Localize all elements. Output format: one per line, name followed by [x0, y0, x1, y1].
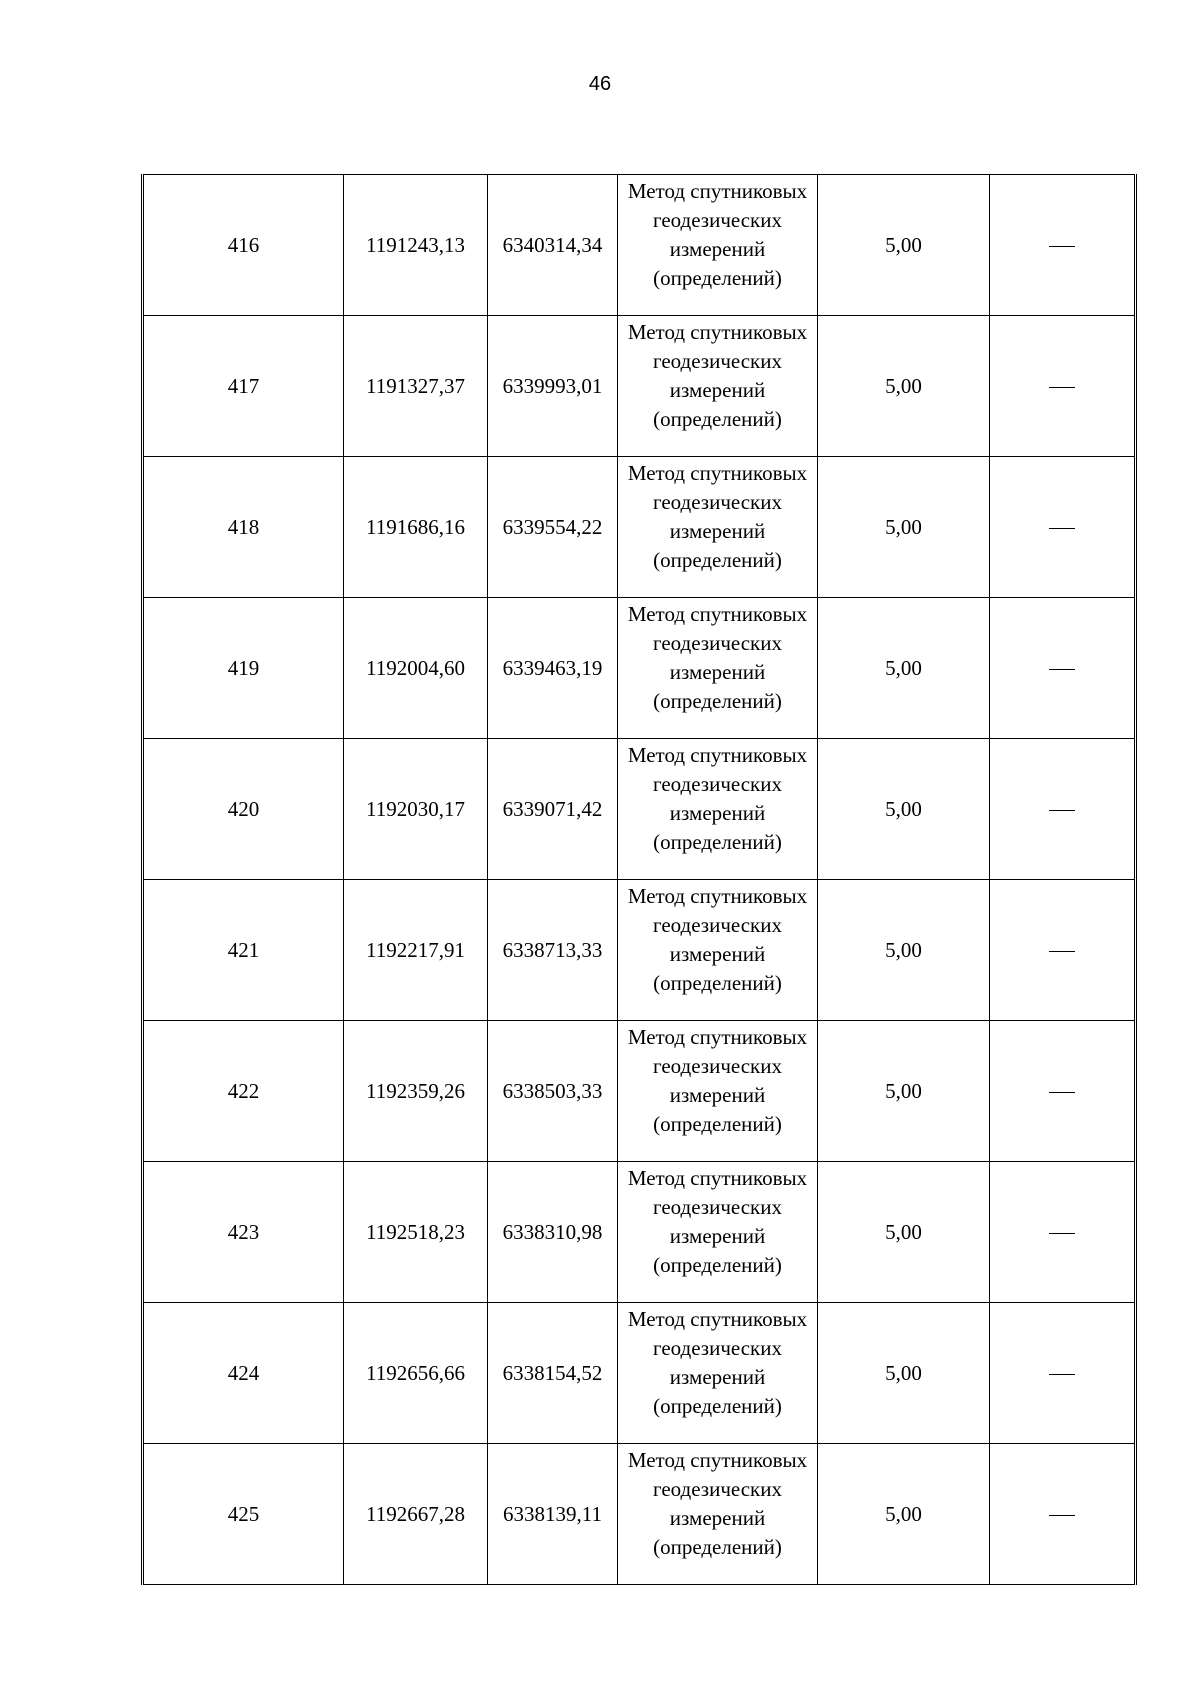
dash-icon: [1049, 1374, 1075, 1375]
note-cell: [990, 1444, 1136, 1585]
dash-icon: [1049, 669, 1075, 670]
point-number-cell: 423: [143, 1162, 344, 1303]
method-line: Метод спутниковых: [627, 320, 808, 344]
method-line: (определений): [653, 266, 782, 290]
method-line: Метод спутниковых: [627, 1448, 808, 1472]
table-row: [143, 1303, 1136, 1444]
x-coordinate-cell: 1192667,28: [344, 1444, 488, 1585]
accuracy-cell: 5,00: [818, 1162, 990, 1303]
note-cell: [990, 1303, 1136, 1444]
method-line: измерений: [669, 801, 766, 825]
method-line: (определений): [653, 407, 782, 431]
y-coordinate-cell: 6338503,33: [488, 1021, 618, 1162]
x-coordinate-cell: 1192030,17: [344, 739, 488, 880]
accuracy-cell: 5,00: [818, 457, 990, 598]
method-line: геодезических: [652, 1477, 782, 1501]
table-row: [143, 316, 1136, 457]
method-line: Метод спутниковых: [627, 1307, 808, 1331]
method-line: геодезических: [652, 208, 782, 232]
x-coordinate-cell: 1192656,66: [344, 1303, 488, 1444]
x-coordinate-cell: 1191686,16: [344, 457, 488, 598]
accuracy-cell: 5,00: [818, 598, 990, 739]
method-line: измерений: [669, 1224, 766, 1248]
x-coordinate-cell: 1191327,37: [344, 316, 488, 457]
method-line: измерений: [669, 1083, 766, 1107]
note-cell: [990, 598, 1136, 739]
method-line: измерений: [669, 660, 766, 684]
method-line: Метод спутниковых: [627, 1025, 808, 1049]
method-cell: [618, 1444, 818, 1585]
accuracy-cell: 5,00: [818, 175, 990, 316]
y-coordinate-cell: 6338310,98: [488, 1162, 618, 1303]
point-number-cell: 424: [143, 1303, 344, 1444]
method-line: Метод спутниковых: [627, 461, 808, 485]
table-row: [143, 1162, 1136, 1303]
method-line: Метод спутниковых: [627, 602, 808, 626]
method-cell: [618, 739, 818, 880]
method-line: измерений: [669, 1365, 766, 1389]
method-cell: [618, 457, 818, 598]
table-row: [143, 880, 1136, 1021]
point-number-cell: 417: [143, 316, 344, 457]
dash-icon: [1049, 810, 1075, 811]
x-coordinate-cell: 1192004,60: [344, 598, 488, 739]
x-coordinate-cell: 1192518,23: [344, 1162, 488, 1303]
x-coordinate-cell: 1192217,91: [344, 880, 488, 1021]
y-coordinate-cell: 6340314,34: [488, 175, 618, 316]
accuracy-cell: 5,00: [818, 1444, 990, 1585]
table-row: [143, 598, 1136, 739]
note-cell: [990, 1162, 1136, 1303]
method-line: геодезических: [652, 490, 782, 514]
accuracy-cell: 5,00: [818, 1303, 990, 1444]
y-coordinate-cell: 6338154,52: [488, 1303, 618, 1444]
x-coordinate-cell: 1191243,13: [344, 175, 488, 316]
y-coordinate-cell: 6339993,01: [488, 316, 618, 457]
point-number-cell: 419: [143, 598, 344, 739]
method-cell: [618, 880, 818, 1021]
method-cell: [618, 598, 818, 739]
table-row: [143, 1021, 1136, 1162]
y-coordinate-cell: 6339463,19: [488, 598, 618, 739]
method-line: геодезических: [652, 631, 782, 655]
point-number-cell: 418: [143, 457, 344, 598]
note-cell: [990, 1021, 1136, 1162]
dash-icon: [1049, 246, 1075, 247]
table-body: [143, 175, 1136, 1585]
note-cell: [990, 457, 1136, 598]
coordinates-table: [141, 174, 1137, 1585]
table-row: [143, 175, 1136, 316]
note-cell: [990, 880, 1136, 1021]
method-line: измерений: [669, 237, 766, 261]
method-line: измерений: [669, 942, 766, 966]
point-number-cell: 425: [143, 1444, 344, 1585]
method-line: геодезических: [652, 1054, 782, 1078]
method-line: измерений: [669, 519, 766, 543]
point-number-cell: 416: [143, 175, 344, 316]
method-line: (определений): [653, 689, 782, 713]
method-cell: [618, 316, 818, 457]
x-coordinate-cell: 1192359,26: [344, 1021, 488, 1162]
method-cell: [618, 175, 818, 316]
point-number-cell: 421: [143, 880, 344, 1021]
y-coordinate-cell: 6338713,33: [488, 880, 618, 1021]
accuracy-cell: 5,00: [818, 1021, 990, 1162]
point-number-cell: 422: [143, 1021, 344, 1162]
method-line: Метод спутниковых: [627, 884, 808, 908]
method-line: (определений): [653, 1535, 782, 1559]
method-line: (определений): [653, 830, 782, 854]
dash-icon: [1049, 1515, 1075, 1516]
accuracy-cell: 5,00: [818, 739, 990, 880]
method-line: Метод спутниковых: [627, 743, 808, 767]
method-cell: [618, 1162, 818, 1303]
table-row: [143, 1444, 1136, 1585]
accuracy-cell: 5,00: [818, 316, 990, 457]
method-line: измерений: [669, 1506, 766, 1530]
method-line: (определений): [653, 1253, 782, 1277]
method-line: (определений): [653, 1112, 782, 1136]
method-line: (определений): [653, 1394, 782, 1418]
note-cell: [990, 316, 1136, 457]
method-cell: [618, 1303, 818, 1444]
method-line: геодезических: [652, 772, 782, 796]
y-coordinate-cell: 6339071,42: [488, 739, 618, 880]
y-coordinate-cell: 6338139,11: [488, 1444, 618, 1585]
method-line: геодезических: [652, 349, 782, 373]
dash-icon: [1049, 1233, 1075, 1234]
method-line: измерений: [669, 378, 766, 402]
dash-icon: [1049, 528, 1075, 529]
method-cell: [618, 1021, 818, 1162]
dash-icon: [1049, 1092, 1075, 1093]
dash-icon: [1049, 951, 1075, 952]
method-line: (определений): [653, 971, 782, 995]
method-line: геодезических: [652, 913, 782, 937]
y-coordinate-cell: 6339554,22: [488, 457, 618, 598]
accuracy-cell: 5,00: [818, 880, 990, 1021]
note-cell: [990, 739, 1136, 880]
method-line: Метод спутниковых: [627, 179, 808, 203]
method-line: (определений): [653, 548, 782, 572]
point-number-cell: 420: [143, 739, 344, 880]
note-cell: [990, 175, 1136, 316]
table-row: [143, 739, 1136, 880]
dash-icon: [1049, 387, 1075, 388]
page-number: 46: [588, 73, 612, 95]
method-line: Метод спутниковых: [627, 1166, 808, 1190]
method-line: геодезических: [652, 1195, 782, 1219]
method-line: геодезических: [652, 1336, 782, 1360]
table-row: [143, 457, 1136, 598]
